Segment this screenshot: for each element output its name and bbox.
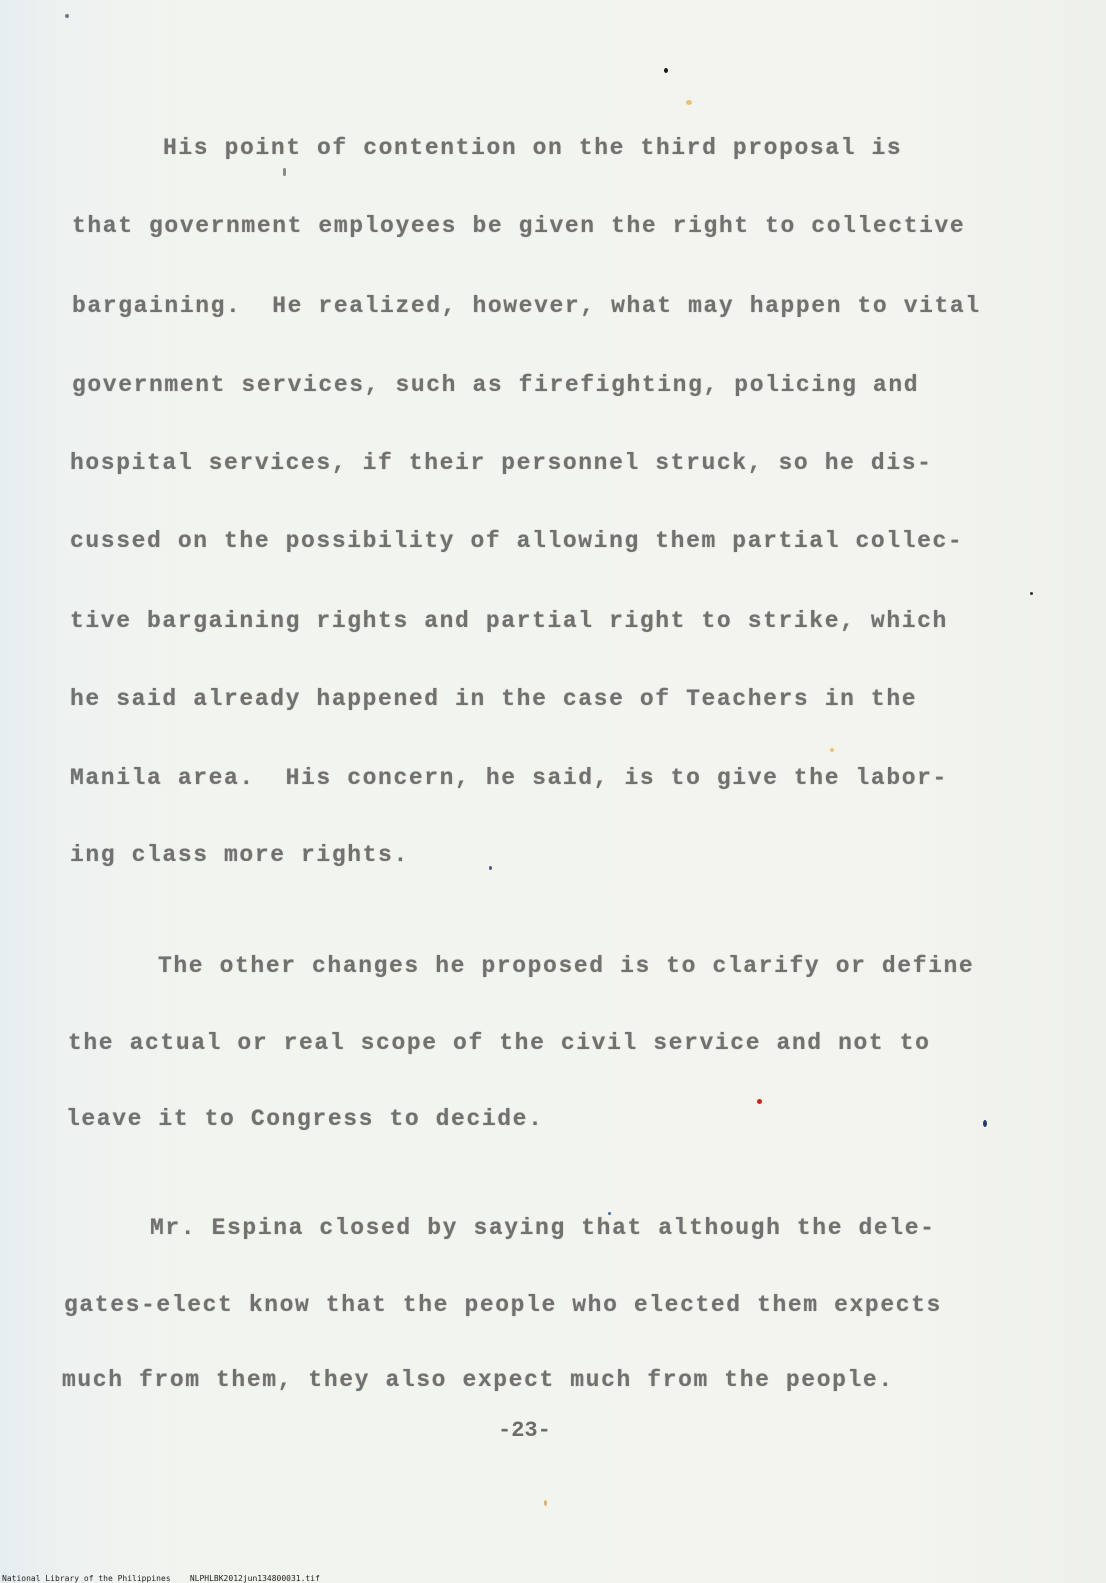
scan-speck <box>283 168 286 176</box>
scan-speck <box>757 1099 762 1104</box>
text-line: he said already happened in the case of Teachers in the <box>70 686 918 712</box>
scan-speck <box>489 866 492 870</box>
scan-speck <box>544 1500 547 1506</box>
text-line: cussed on the possibility of allowing them partial collec- <box>70 528 964 554</box>
text-line: the actual or real scope of the civil service and not to <box>68 1030 931 1056</box>
page-number: -23- <box>498 1418 551 1443</box>
scan-speck <box>983 1120 987 1127</box>
scan-speck <box>664 68 668 73</box>
text-line: Manila area. His concern, he said, is to give the labor- <box>70 765 948 791</box>
text-line: hospital services, if their personnel struck, so he dis- <box>70 450 933 476</box>
text-line: that government employees be given the right to collective <box>72 213 966 239</box>
scan-speck <box>830 748 834 752</box>
scan-speck <box>608 1212 611 1215</box>
scan-speck <box>65 14 69 18</box>
text-line: ing class more rights. <box>70 842 409 868</box>
text-line: gates-elect know that the people who elected them expects <box>64 1292 942 1318</box>
scan-speck <box>1030 592 1033 595</box>
footer-caption: National Library of the Philippines NLPHLBK2012jun134800031.tif <box>2 1574 320 1583</box>
scan-speck <box>686 100 692 105</box>
text-line: Mr. Espina closed by saying that although the dele- <box>150 1215 936 1241</box>
text-line: His point of contention on the third proposal is <box>163 135 903 161</box>
text-line: much from them, they also expect much from the people. <box>62 1367 894 1393</box>
text-line: leave it to Congress to decide. <box>66 1106 544 1132</box>
text-line: tive bargaining rights and partial right to strike, which <box>70 608 948 634</box>
text-line: bargaining. He realized, however, what may happen to vital <box>72 293 981 319</box>
text-line: The other changes he proposed is to clarify or define <box>158 953 975 979</box>
text-line: government services, such as firefighting, policing and <box>72 372 920 398</box>
